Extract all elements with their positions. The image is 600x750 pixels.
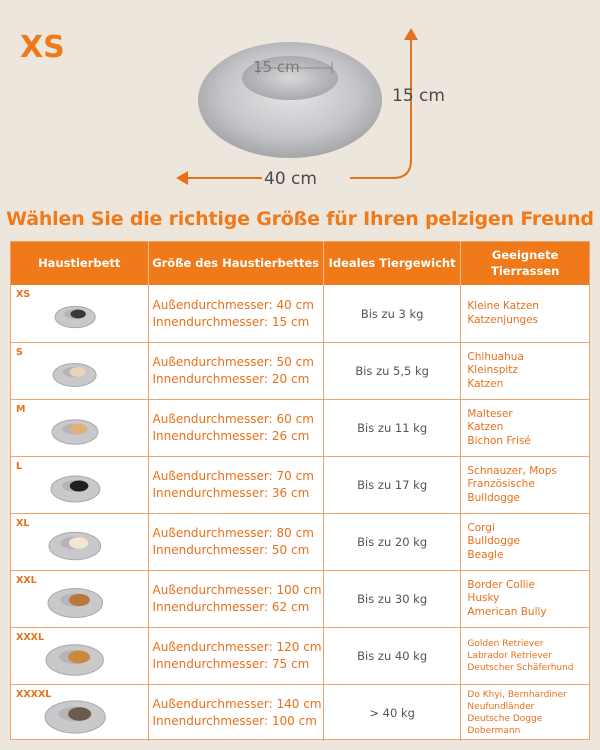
weight-cell: Bis zu 5,5 kg: [324, 343, 462, 399]
table-row: [11, 285, 589, 342]
outer-diameter-text: Außendurchmesser: 80 cm: [152, 526, 314, 541]
dog-icon: [69, 481, 88, 492]
breed-item: Katzenjunges: [467, 313, 539, 326]
breed-item: Kleinspitz: [467, 364, 518, 377]
breed-item: Labrador Retriever: [467, 650, 552, 661]
bed-cell: [11, 628, 149, 684]
size-code: XXXL: [16, 632, 45, 643]
size-code: M: [16, 404, 26, 415]
inner-diameter-label: 15 cm: [253, 58, 300, 76]
table-row: [11, 570, 589, 627]
dimensions-cell: [149, 514, 324, 570]
hero-size-label: XS: [20, 30, 65, 65]
breed-item: Chihuahua: [467, 350, 524, 363]
table-row: [11, 627, 589, 684]
header-breeds: Geeignete Tierrassen: [490, 247, 560, 278]
breed-item: Kleine Katzen: [467, 299, 539, 312]
bed-thumbnail: [49, 467, 139, 509]
bed-thumbnail: [51, 353, 141, 395]
outer-diameter-text: Außendurchmesser: 140 cm: [152, 697, 322, 712]
size-code: XXL: [16, 575, 37, 586]
breed-item: Corgi: [467, 521, 495, 534]
size-code: XS: [16, 289, 31, 300]
breeds-cell: [461, 457, 589, 513]
dog-icon: [68, 651, 90, 664]
breeds-cell: [461, 514, 589, 570]
hero-section: [0, 0, 600, 205]
breeds-cell: [461, 628, 589, 684]
weight-cell: Bis zu 11 kg: [324, 400, 462, 456]
breeds-cell: [461, 343, 589, 399]
height-arrow-icon: [404, 28, 418, 40]
breed-item: Dobermann: [467, 726, 521, 737]
table-row: [11, 456, 589, 513]
inner-diameter-text: Innendurchmesser: 62 cm: [152, 600, 310, 614]
breed-item: Französische: [467, 478, 535, 491]
bed-thumbnail: [44, 638, 134, 680]
outer-diameter-text: Außendurchmesser: 50 cm: [152, 355, 314, 370]
bed-thumbnail: [43, 695, 133, 737]
bed-cell: [11, 571, 149, 627]
bed-cell: [11, 514, 149, 570]
inner-diameter-text: Innendurchmesser: 36 cm: [152, 486, 310, 500]
width-label: 40 cm: [264, 169, 317, 189]
outer-diameter-text: Außendurchmesser: 60 cm: [152, 412, 314, 427]
bed-cell: [11, 343, 149, 399]
dog-icon: [68, 707, 91, 720]
breeds-cell: [461, 400, 589, 456]
breed-item: Katzen: [467, 377, 504, 390]
size-code: S: [16, 347, 23, 358]
page-headline: Wählen Sie die richtige Größe für Ihren pelzigen Freund: [6, 208, 594, 230]
header-dimensions: Größe des Haustierbettes: [149, 242, 324, 285]
dimensions-cell: [149, 343, 324, 399]
inner-diameter-text: Innendurchmesser: 26 cm: [152, 429, 310, 443]
bed-cell: [11, 457, 149, 513]
breed-item: Bichon Frisé: [467, 434, 531, 447]
table-row: [11, 399, 589, 456]
inner-diameter-text: Innendurchmesser: 75 cm: [152, 657, 310, 671]
cat-icon: [70, 310, 85, 319]
breed-item: Bulldogge: [467, 535, 520, 548]
outer-diameter-text: Außendurchmesser: 100 cm: [152, 583, 322, 598]
size-table: [10, 241, 590, 740]
inner-diameter-text: Innendurchmesser: 20 cm: [152, 372, 310, 386]
dog-icon: [69, 594, 90, 606]
weight-cell: Bis zu 20 kg: [324, 514, 462, 570]
table-row: [11, 342, 589, 399]
dimensions-cell: [149, 628, 324, 684]
dimensions-cell: [149, 400, 324, 456]
bed-thumbnail: [47, 524, 137, 566]
breed-item: Neufundländer: [467, 701, 535, 712]
bed-thumbnail: [53, 295, 143, 337]
weight-cell: Bis zu 17 kg: [324, 457, 462, 513]
dimensions-cell: [149, 571, 324, 627]
breed-item: Deutsche Dogge: [467, 714, 543, 724]
dog-icon: [70, 367, 86, 377]
breed-item: Bulldogge: [467, 491, 520, 504]
breed-item: Border Collie: [467, 578, 535, 591]
bed-cell: [11, 400, 149, 456]
outer-diameter-text: Außendurchmesser: 120 cm: [152, 640, 322, 655]
breed-item: Do Khyi, Bernhardiner: [467, 689, 567, 700]
dog-icon: [69, 537, 89, 549]
table-header: [11, 242, 589, 285]
outer-diameter-text: Außendurchmesser: 70 cm: [152, 469, 314, 484]
bed-cell: [11, 285, 149, 342]
breed-item: American Bully: [467, 605, 547, 618]
height-label: 15 cm: [392, 86, 445, 106]
breed-item: Golden Retriever: [467, 638, 544, 649]
inner-diameter-text: Innendurchmesser: 50 cm: [152, 543, 310, 557]
outer-diameter-text: Außendurchmesser: 40 cm: [152, 297, 314, 312]
breed-item: Schnauzer, Mops: [467, 464, 557, 477]
breed-item: Katzen: [467, 421, 504, 434]
size-code: XXXXL: [16, 689, 52, 700]
size-code: XL: [16, 518, 30, 529]
header-bed: Haustierbett: [11, 242, 149, 285]
table-body: [11, 285, 589, 741]
width-arrow-icon: [176, 171, 188, 185]
weight-cell: Bis zu 3 kg: [324, 285, 462, 342]
size-code: L: [16, 461, 23, 472]
weight-cell: Bis zu 30 kg: [324, 571, 462, 627]
breeds-cell: [461, 285, 589, 342]
breeds-cell: [461, 685, 589, 741]
bed-thumbnail: [50, 410, 140, 452]
breed-item: Beagle: [467, 548, 504, 561]
breed-item: Deutscher Schäferhund: [467, 663, 574, 674]
table-row: [11, 513, 589, 570]
bed-cell: [11, 685, 149, 741]
header-weight: Ideales Tiergewicht: [324, 242, 462, 285]
bed-thumbnail: [46, 581, 136, 623]
breed-item: Husky: [467, 592, 500, 605]
dimensions-cell: [149, 285, 324, 342]
breeds-cell: [461, 571, 589, 627]
inner-diameter-text: Innendurchmesser: 15 cm: [152, 314, 310, 329]
dimensions-cell: [149, 457, 324, 513]
dog-icon: [70, 424, 87, 434]
weight-cell: Bis zu 40 kg: [324, 628, 462, 684]
inner-diameter-text: Innendurchmesser: 100 cm: [152, 714, 317, 728]
weight-cell: > 40 kg: [324, 685, 462, 741]
table-row: [11, 684, 589, 741]
breed-item: Malteser: [467, 407, 513, 420]
dimensions-cell: [149, 685, 324, 741]
